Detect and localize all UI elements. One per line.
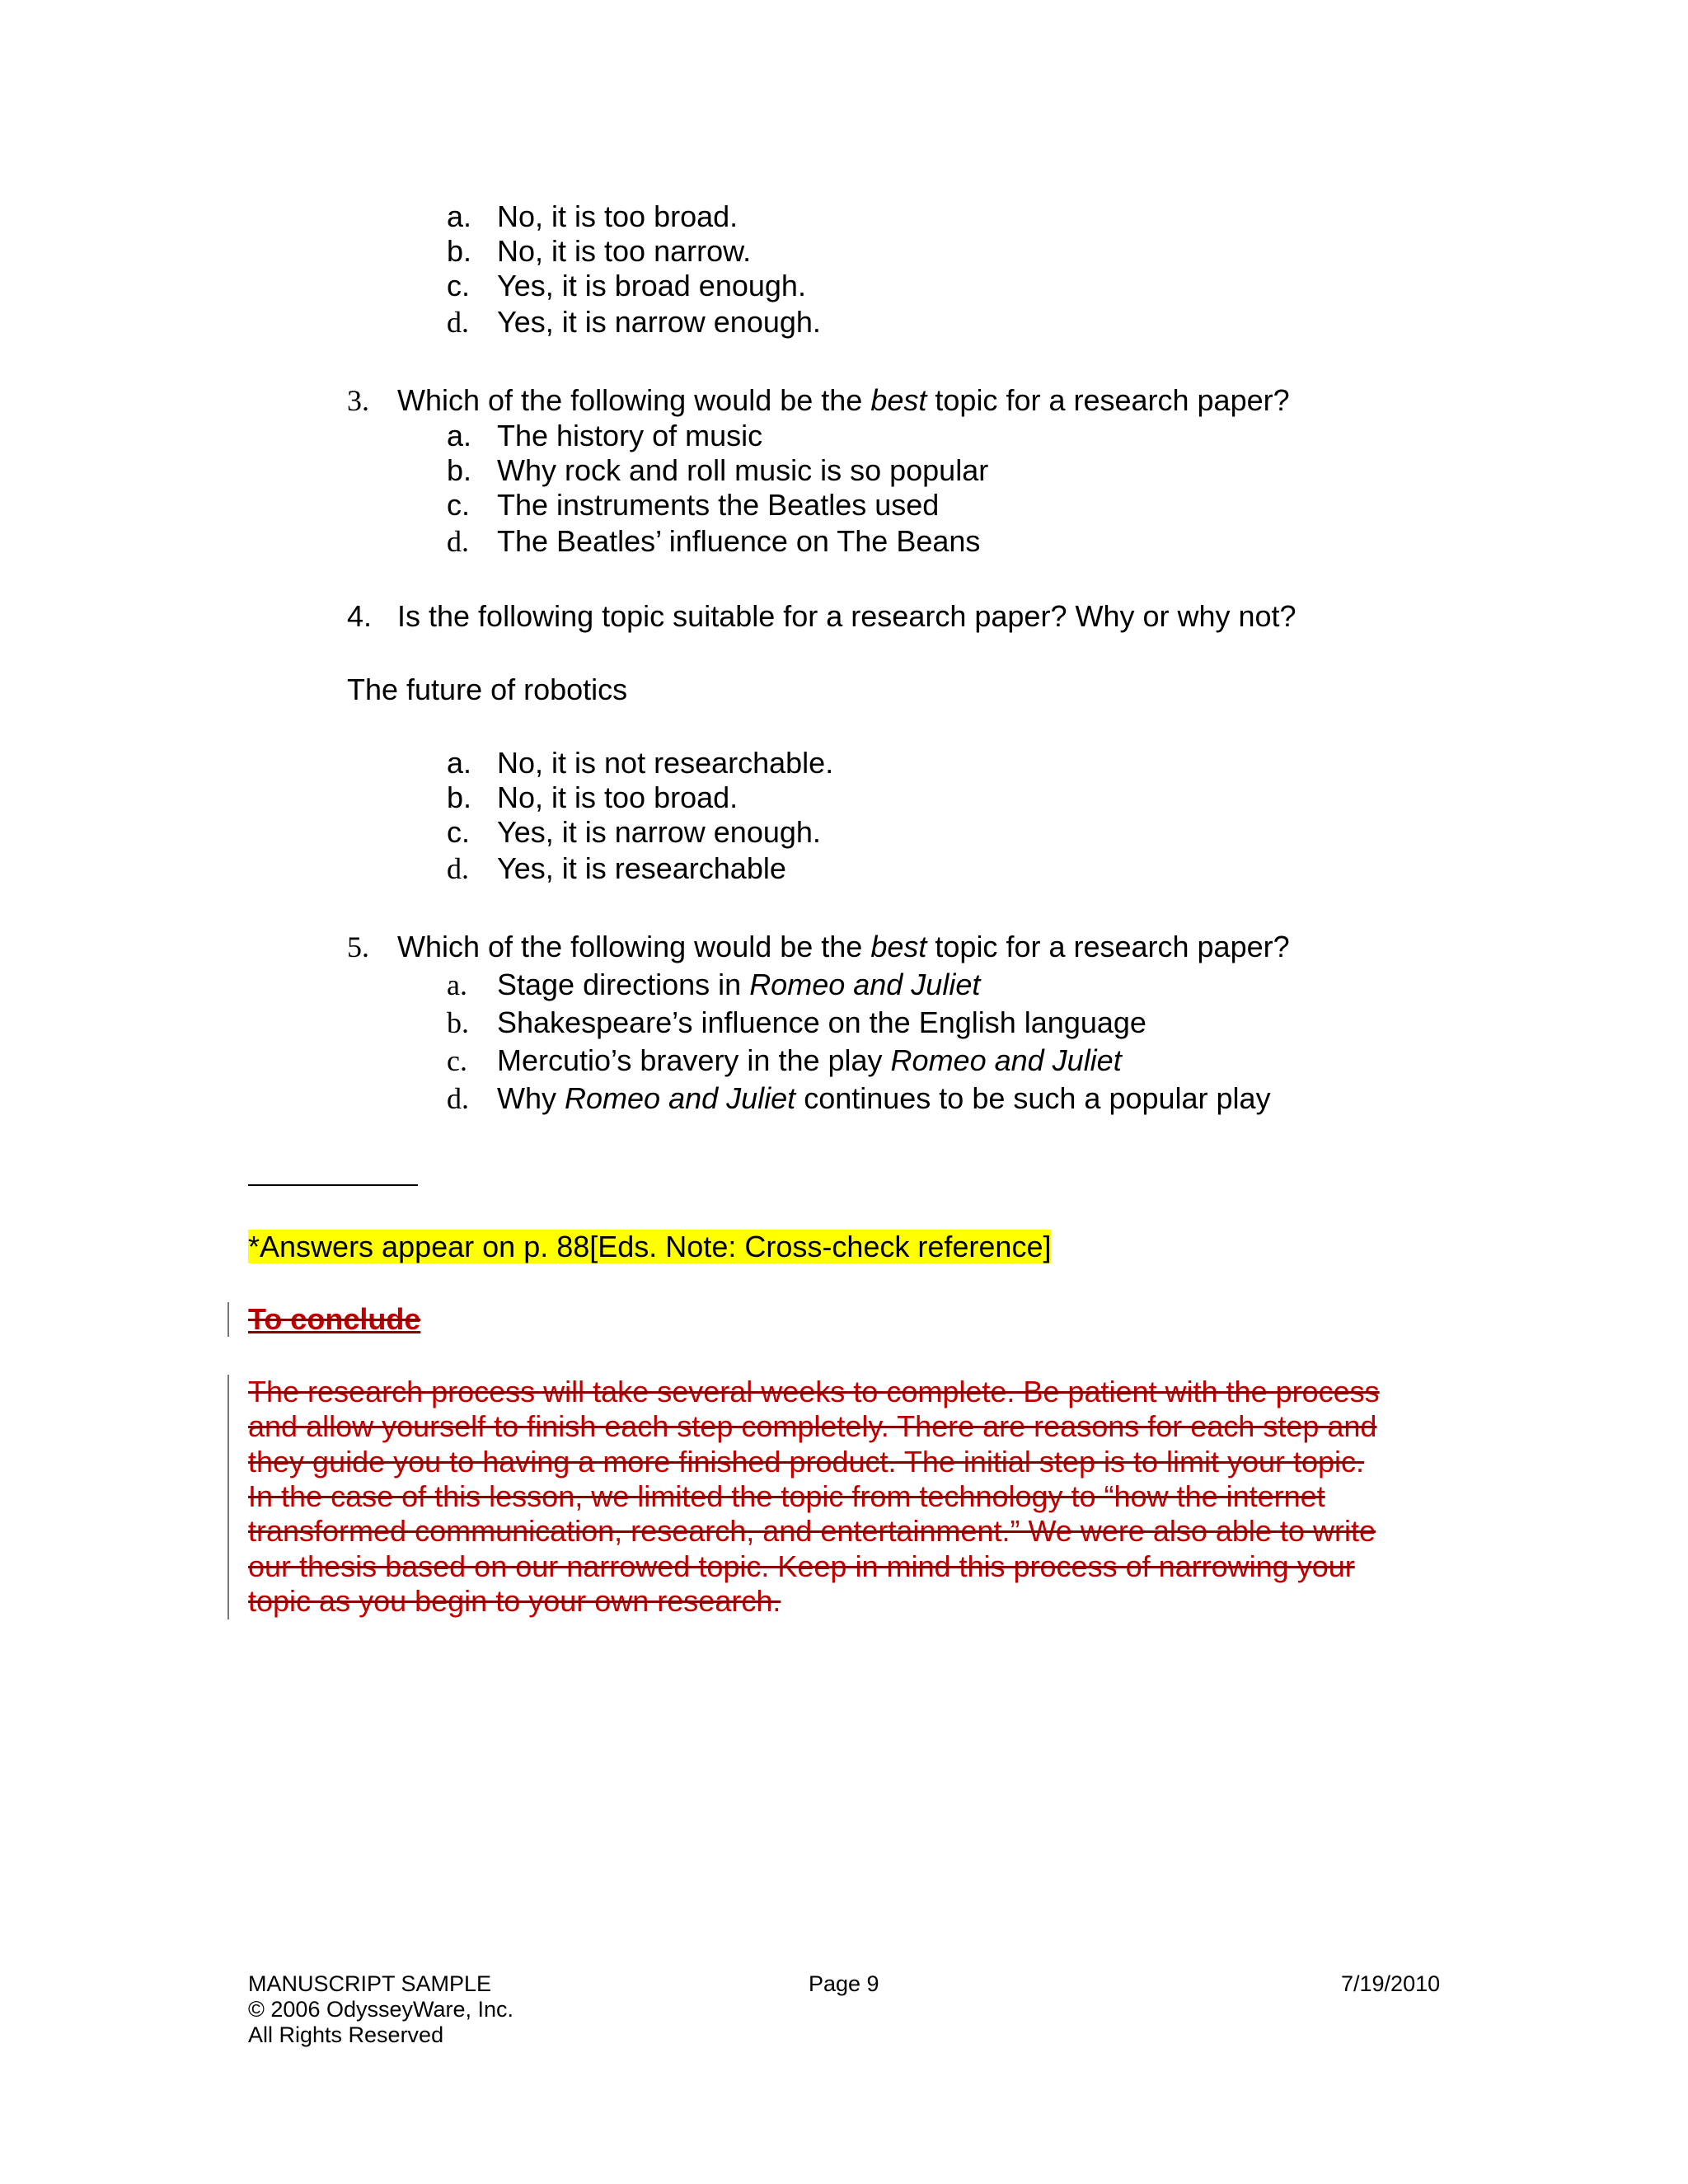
option-label: c. bbox=[447, 488, 471, 522]
option-text: Mercutio’s bravery in the play Romeo and Juliet bbox=[497, 1043, 1122, 1077]
option-label: b. bbox=[447, 780, 472, 814]
option-text: Yes, it is researchable bbox=[497, 851, 786, 885]
option-text: No, it is not researchable. bbox=[497, 746, 834, 780]
option-label: c. bbox=[447, 1044, 467, 1077]
question-4-text: Is the following topic suitable for a research paper? Why or why not? bbox=[397, 599, 1296, 633]
question-number: 3. bbox=[347, 384, 369, 417]
option-label: d. bbox=[447, 852, 469, 885]
option-label: d. bbox=[447, 525, 469, 558]
footer-date: 7/19/2010 bbox=[1341, 1971, 1441, 1996]
option-text: The instruments the Beatles used bbox=[497, 488, 940, 522]
question-3-text: Which of the following would be the best topic for a research paper? bbox=[397, 383, 1290, 417]
question-5-text: Which of the following would be the best topic for a research paper? bbox=[397, 930, 1290, 963]
option-text: Yes, it is narrow enough. bbox=[497, 305, 821, 339]
option-text: Why Romeo and Juliet continues to be such a popular play bbox=[497, 1081, 1271, 1115]
editor-note: [Eds. Note: Cross-check reference] bbox=[589, 1230, 1052, 1263]
answers-text: *Answers appear on p. 88 bbox=[248, 1230, 590, 1263]
option-label: b. bbox=[447, 453, 472, 487]
question-3 bbox=[347, 383, 369, 418]
footer-manuscript: MANUSCRIPT SAMPLE bbox=[248, 1971, 492, 1996]
question-4-number: 4. bbox=[347, 599, 373, 633]
option-text: Shakespeare’s influence on the English language bbox=[497, 1005, 1146, 1039]
footnote-rule bbox=[248, 1184, 418, 1186]
deleted-line: The research process will take several weeks to complete. Be patient with the process bbox=[248, 1375, 1380, 1408]
change-bar bbox=[227, 1302, 229, 1337]
footer-rights: All Rights Reserved bbox=[248, 2022, 444, 2047]
deleted-line: and allow yourself to finish each step completely. There are reasons for each step and bbox=[248, 1409, 1377, 1444]
option-label: c. bbox=[447, 815, 471, 849]
change-bar bbox=[227, 1375, 229, 1619]
deleted-line: In the case of this lesson, we limited the topic from technology to “how the internet bbox=[248, 1479, 1325, 1513]
option-label: a. bbox=[447, 968, 467, 1001]
option-text: Stage directions in Romeo and Juliet bbox=[497, 968, 981, 1001]
footer-page-number: Page 9 bbox=[809, 1971, 879, 1996]
option-text: No, it is too broad. bbox=[497, 780, 738, 814]
option-text: Yes, it is broad enough. bbox=[497, 269, 806, 302]
option-label: c. bbox=[447, 269, 471, 302]
deleted-line: topic as you begin to your own research. bbox=[248, 1583, 781, 1618]
option-label: a. bbox=[447, 199, 472, 233]
option-label: a. bbox=[447, 746, 472, 780]
footer-copyright: © 2006 OdysseyWare, Inc. bbox=[248, 1997, 514, 2022]
option-text: The history of music bbox=[497, 419, 763, 452]
option-label: b. bbox=[447, 234, 472, 268]
deleted-heading: To conclude bbox=[248, 1302, 421, 1336]
option-text: Yes, it is narrow enough. bbox=[497, 815, 821, 849]
option-label: d. bbox=[447, 1082, 469, 1115]
option-text: No, it is too broad. bbox=[497, 199, 738, 233]
question-5-number: 5. bbox=[347, 930, 369, 963]
option-text: No, it is too narrow. bbox=[497, 234, 752, 268]
option-text: Why rock and roll music is so popular bbox=[497, 453, 989, 487]
option-label: b. bbox=[447, 1006, 469, 1039]
option-label: a. bbox=[447, 419, 472, 452]
deleted-line: they guide you to having a more finished product. The initial step is to limit your topic. bbox=[248, 1444, 1365, 1479]
footer-left bbox=[248, 1971, 513, 2048]
question-4-topic: The future of robotics bbox=[347, 673, 628, 706]
option-label: d. bbox=[447, 306, 469, 339]
option-text: The Beatles’ influence on The Beans bbox=[497, 524, 981, 558]
answers-note bbox=[248, 1230, 1051, 1264]
deleted-line: transformed communication, research, and entertainment.” We were also able to write bbox=[248, 1514, 1376, 1549]
deleted-line: our thesis based on our narrowed topic. Keep in mind this process of narrowing your bbox=[248, 1549, 1355, 1583]
